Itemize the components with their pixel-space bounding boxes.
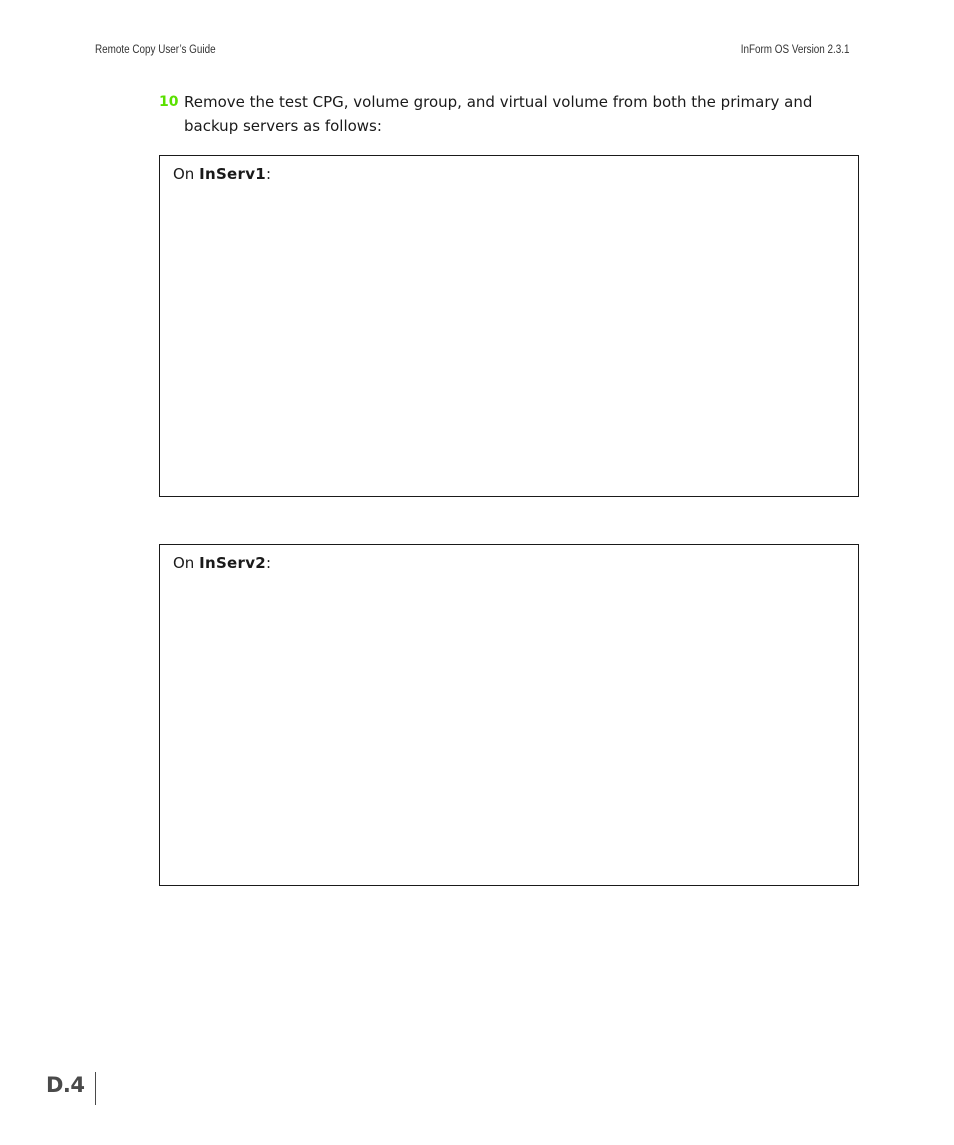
box-label-suffix: : xyxy=(266,554,272,572)
box-label-suffix: : xyxy=(266,165,272,183)
box-label xyxy=(173,554,271,572)
server-name: InServ1 xyxy=(199,165,267,183)
procedure-step xyxy=(159,90,859,138)
page-number-divider xyxy=(95,1072,96,1105)
inserv2-notes-box xyxy=(159,544,859,886)
page-number: D.4 xyxy=(46,1073,85,1097)
step-number: 10 xyxy=(159,94,179,110)
step-text: Remove the test CPG, volume group, and virtual volume from both the primary and backup servers as follows: xyxy=(184,93,813,135)
running-header-version: InForm OS Version 2.3.1 xyxy=(741,44,850,56)
running-header-title: Remote Copy User’s Guide xyxy=(95,44,216,56)
box-label-prefix: On xyxy=(173,554,200,572)
box-label-prefix: On xyxy=(173,165,200,183)
box-label xyxy=(173,165,271,183)
server-name: InServ2 xyxy=(199,554,267,572)
inserv1-notes-box xyxy=(159,155,859,497)
